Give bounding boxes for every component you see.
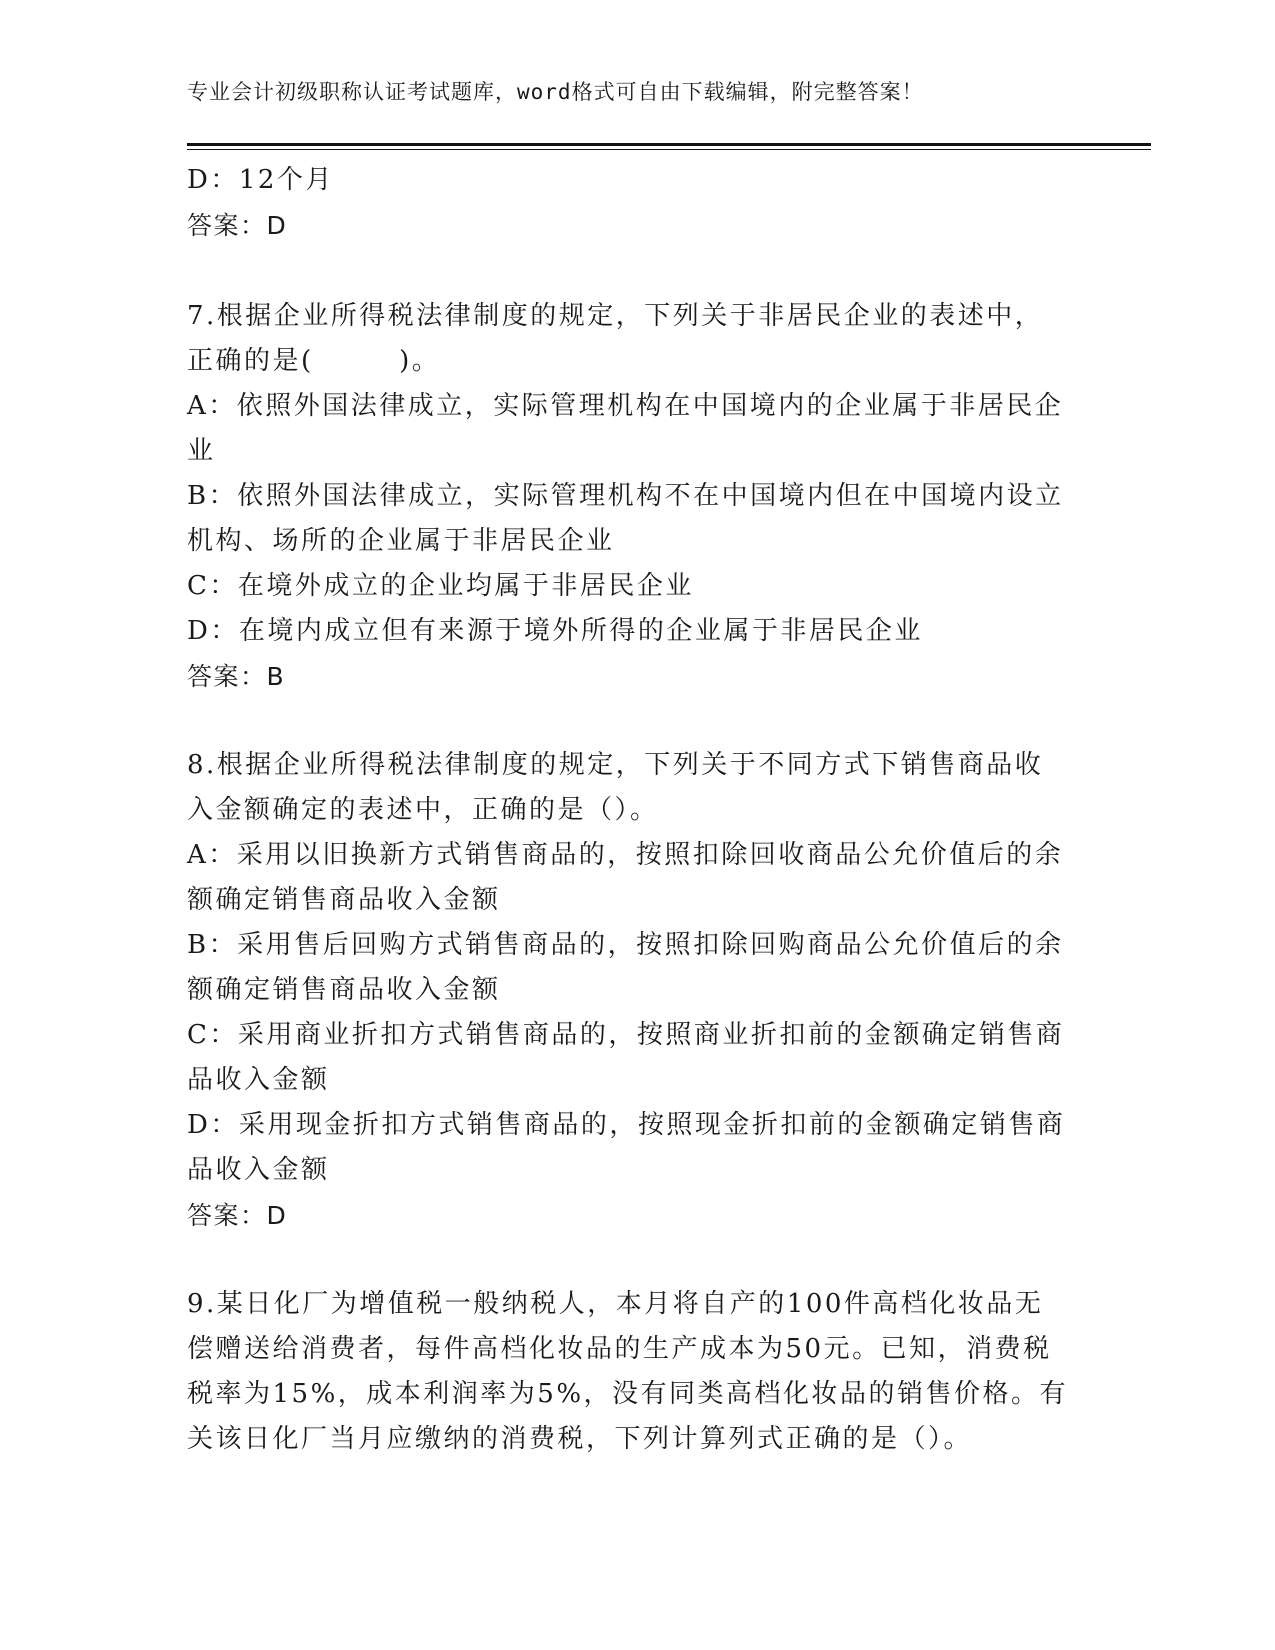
page-header: 专业会计初级职称认证考试题库，word格式可自由下载编辑，附完整答案！ [187,80,924,104]
question-9 [187,1282,1087,1462]
option-a: A：采用以旧换新方式销售商品的，按照扣除回收商品公允价值后的余 [187,840,1064,870]
option-b: 额确定销售商品收入金额 [187,975,501,1005]
header-rule-thick [187,143,1151,146]
option-b: 机构、场所的企业属于非居民企业 [187,526,615,556]
question-stem: 8.根据企业所得税法律制度的规定，下列关于不同方式下销售商品收 [187,750,1044,780]
question-8 [187,743,1087,1238]
question-stem: 税率为15%，成本利润率为5%，没有同类高档化妆品的销售价格。有 [187,1379,1069,1409]
option-b: B：采用售后回购方式销售商品的，按照扣除回购商品公允价值后的余 [187,930,1064,960]
option-c: C：在境外成立的企业均属于非居民企业 [187,571,694,601]
question-stem: 正确的是( )。 [187,346,441,376]
question-stem: 偿赠送给消费者，每件高档化妆品的生产成本为50元。已知，消费税 [187,1334,1052,1364]
question-stem: 9.某日化厂为增值税一般纳税人，本月将自产的100件高档化妆品无 [187,1289,1044,1319]
answer-line: 答案：D [187,1201,288,1230]
question-6-tail [187,158,1087,248]
question-stem: 入金额确定的表述中，正确的是（）。 [187,795,659,825]
option-a: 额确定销售商品收入金额 [187,885,501,915]
question-stem: 关该日化厂当月应缴纳的消费税，下列计算列式正确的是（）。 [187,1424,973,1454]
option-c: 品收入金额 [187,1065,330,1095]
question-content [187,158,1087,1462]
option-d: D：在境内成立但有来源于境外所得的企业属于非居民企业 [187,616,923,646]
option-b: B：依照外国法律成立，实际管理机构不在中国境内但在中国境内设立 [187,481,1064,511]
header-rule-thin [187,149,1151,150]
question-7 [187,294,1087,699]
question-stem: 7.根据企业所得税法律制度的规定，下列关于非居民企业的表述中， [187,301,1044,331]
answer-line: 答案：B [187,662,286,691]
option-d: 品收入金额 [187,1155,330,1185]
option-a: A：依照外国法律成立，实际管理机构在中国境内的企业属于非居民企 [187,391,1064,421]
option-c: C：采用商业折扣方式销售商品的，按照商业折扣前的金额确定销售商 [187,1020,1065,1050]
option-d: D：12个月 [187,165,334,195]
option-d: D：采用现金折扣方式销售商品的，按照现金折扣前的金额确定销售商 [187,1110,1066,1140]
answer-line: 答案：D [187,211,288,240]
option-a: 业 [187,436,216,466]
